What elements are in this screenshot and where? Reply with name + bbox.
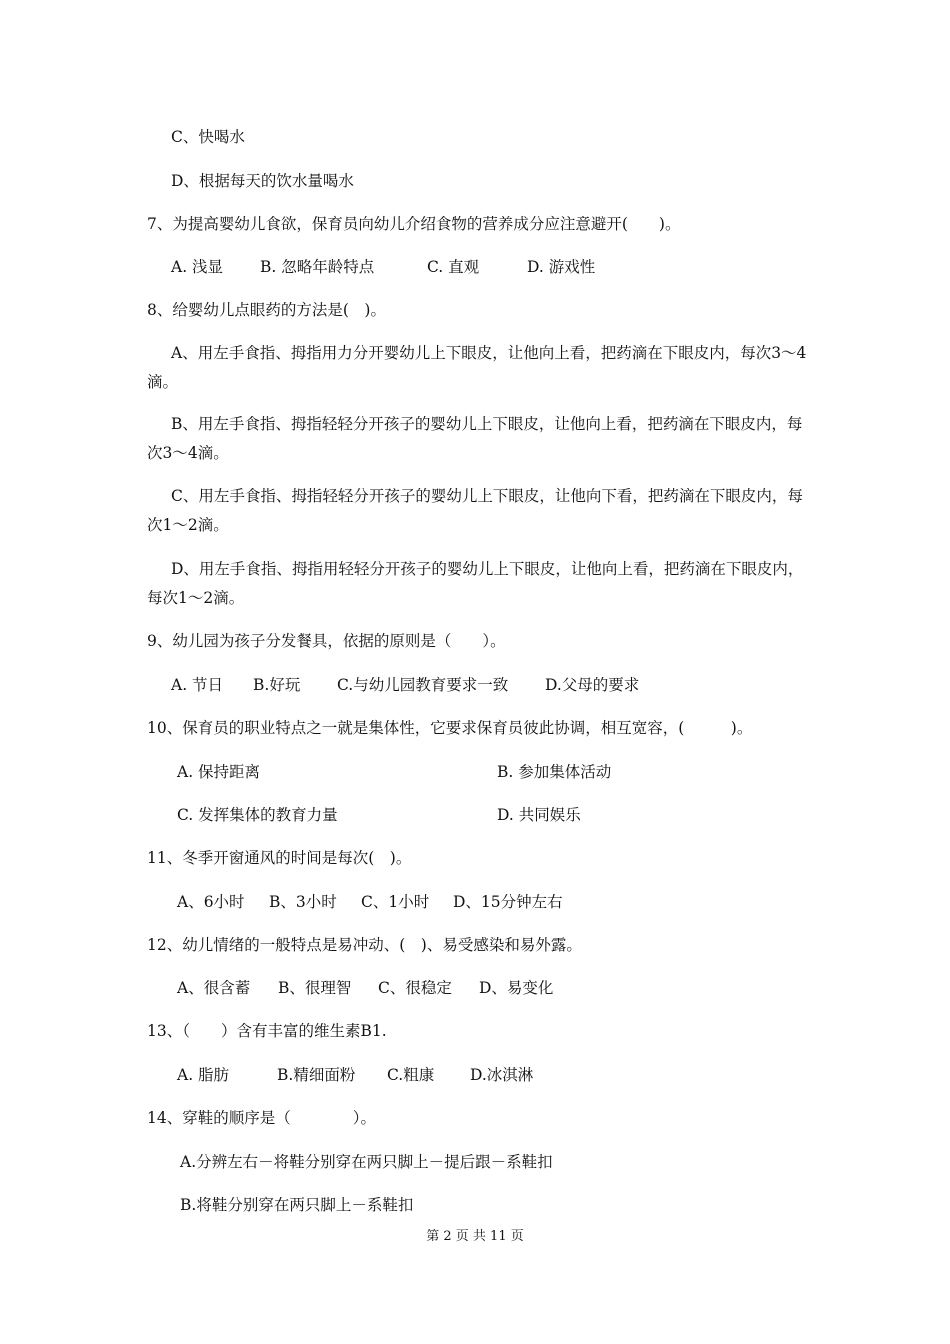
q13-option-d: D.冰淇淋 (470, 1066, 534, 1084)
q14-stem: 14、穿鞋的顺序是（ ）。 (147, 1109, 376, 1127)
q14-option-b: B.将鞋分别穿在两只脚上－系鞋扣 (180, 1196, 414, 1214)
q9-option-a: A. 节日 (171, 676, 224, 694)
q9-option-c: C.与幼儿园教育要求一致 (337, 676, 509, 694)
q9-stem: 9、幼儿园为孩子分发餐具，依据的原则是（ ）。 (147, 632, 506, 650)
q9-option-d: D.父母的要求 (545, 676, 640, 694)
q7-stem: 7、为提高婴幼儿食欲，保育员向幼儿介绍食物的营养成分应注意避开( )。 (147, 215, 681, 233)
q12-option-b: B、很理智 (278, 979, 352, 997)
q6-option-c: C、快喝水 (171, 128, 245, 146)
q14-option-a: A.分辨左右－将鞋分别穿在两只脚上－提后跟－系鞋扣 (180, 1153, 553, 1171)
q11-option-b: B、3小时 (269, 893, 337, 911)
q13-option-a: A. 脂肪 (177, 1066, 230, 1084)
q8-stem: 8、给婴幼儿点眼药的方法是( )。 (147, 301, 386, 319)
q10-option-d: D. 共同娱乐 (497, 806, 581, 824)
q8-option-a: A、用左手食指、拇指用力分开婴幼儿上下眼皮，让他向上看，把药滴在下眼皮内，每次3～4滴。 (147, 344, 807, 391)
q7-option-d: D. 游戏性 (527, 258, 596, 276)
q10-stem: 10、保育员的职业特点之一就是集体性，它要求保育员彼此协调，相互宽容，( )。 (147, 719, 753, 737)
q13-option-c: C.粗康 (387, 1066, 435, 1084)
q12-stem: 12、幼儿情绪的一般特点是易冲动、( )、易受感染和易外露。 (147, 936, 582, 954)
q10-option-c: C. 发挥集体的教育力量 (177, 806, 338, 824)
q12-option-d: D、易变化 (479, 979, 554, 997)
q8-option-d: D、用左手食指、拇指用轻轻分开孩子的婴幼儿上下眼皮，让他向上看，把药滴在下眼皮内，每次1～2滴。 (147, 560, 804, 607)
q13-option-b: B.精细面粉 (277, 1066, 356, 1084)
q7-option-a: A. 浅显 (171, 258, 224, 276)
q8-option-c: C、用左手食指、拇指轻轻分开孩子的婴幼儿上下眼皮，让他向下看，把药滴在下眼皮内，每次1～2滴。 (147, 487, 803, 534)
page-footer: 第 2 页 共 11 页 (426, 1229, 524, 1244)
q7-option-b: B. 忽略年龄特点 (260, 258, 375, 276)
q11-option-c: C、1小时 (361, 893, 430, 911)
q11-option-d: D、15分钟左右 (453, 893, 563, 911)
q13-stem: 13、（ ）含有丰富的维生素B1. (147, 1022, 387, 1040)
q10-option-a: A. 保持距离 (177, 763, 261, 781)
q11-option-a: A、6小时 (177, 893, 245, 911)
q6-option-d: D、根据每天的饮水量喝水 (171, 172, 354, 190)
q11-stem: 11、冬季开窗通风的时间是每次( )。 (147, 849, 412, 867)
q12-option-a: A、很含蓄 (177, 979, 251, 997)
q9-option-b: B.好玩 (253, 676, 301, 694)
q7-option-c: C. 直观 (427, 258, 480, 276)
q8-option-b: B、用左手食指、拇指轻轻分开孩子的婴幼儿上下眼皮，让他向上看，把药滴在下眼皮内，每次3～4滴。 (147, 415, 803, 462)
q12-option-c: C、很稳定 (378, 979, 452, 997)
q10-option-b: B. 参加集体活动 (497, 763, 612, 781)
